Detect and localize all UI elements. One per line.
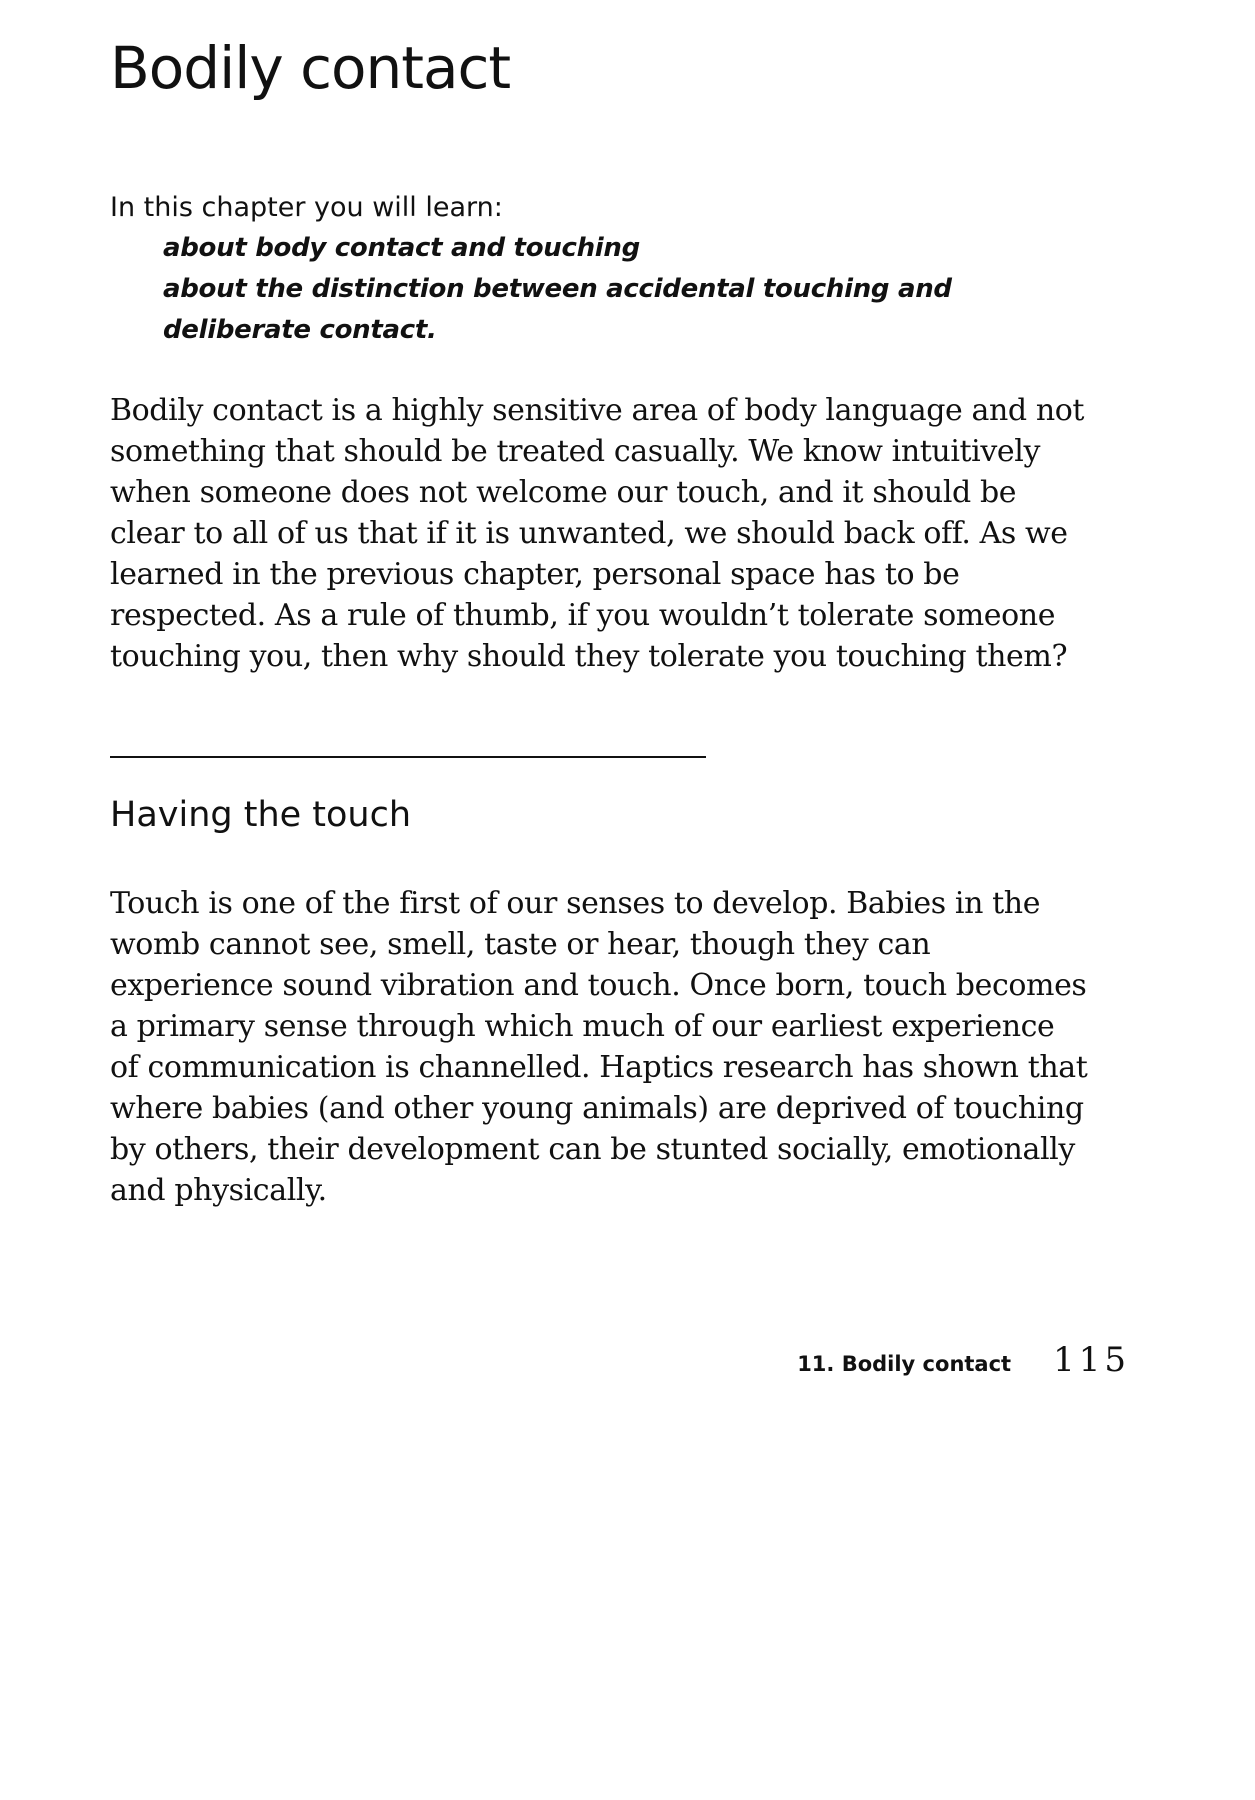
learning-objective-item: about body contact and touching: [163, 233, 640, 263]
section-paragraph: Touch is one of the first of our senses to develop. Babies in the womb cannot see, smell, taste or hear, though they can experience sound vibration and touch. Once born, touch becomes a primary sense through which much of our earliest experience of communication is channelled. Haptics research has shown that where babies (and other young animals) are deprived of touching by others, their development can be stunted socially, emotionally and physically.: [110, 886, 1088, 1208]
section-divider: [110, 756, 706, 758]
learning-objective-item: about the distinction between accidental touching and: [163, 274, 952, 304]
learning-objectives-intro: In this chapter you will learn:: [110, 192, 503, 223]
page-number: 115: [1053, 1340, 1130, 1380]
running-footer-chapter: 11. Bodily contact: [797, 1352, 1012, 1376]
learning-objectives-list: [110, 228, 1010, 351]
learning-objective-item: deliberate contact.: [163, 315, 437, 345]
chapter-title: Bodily contact: [110, 34, 511, 102]
section-heading: Having the touch: [110, 795, 412, 835]
intro-paragraph: Bodily contact is a highly sensitive area of body language and not something that should be treated casually. We know intuitively when someone does not welcome our touch, and it should be clear to all of us that if it is unwanted, we should back off. As we learned in the previous chapter, personal space has to be respected. As a rule of thumb, if you wouldn’t tolerate someone touching you, then why should they tolerate you touching them?: [110, 393, 1085, 674]
page-footer: [780, 1340, 1130, 1380]
learning-objectives: [110, 188, 1010, 351]
